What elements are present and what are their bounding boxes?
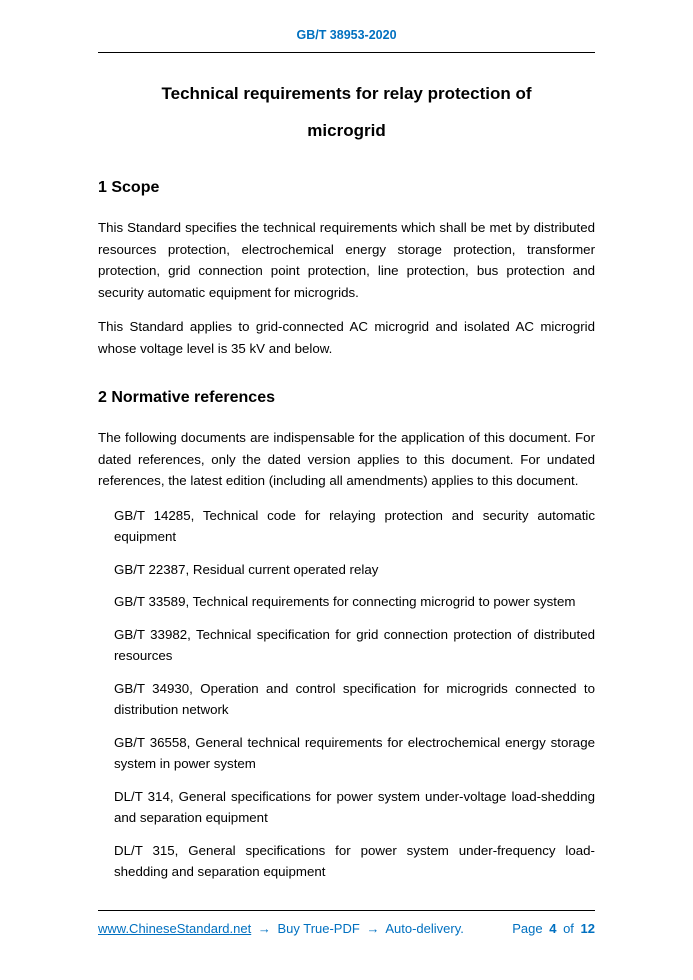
document-title: [98, 75, 595, 149]
section-heading-scope: 1 Scope: [98, 179, 160, 196]
section-heading-normative-references: 2 Normative references: [98, 389, 275, 406]
footer-links: [98, 921, 467, 936]
reference-item: GB/T 33589, Technical requirements for connecting microgrid to power system: [114, 594, 576, 609]
buy-true-pdf-label: Buy True-PDF: [277, 921, 360, 936]
website-link[interactable]: www.ChineseStandard.net: [98, 921, 252, 936]
scope-paragraph-2: This Standard applies to grid-connected AC microgrid and isolated AC microgrid whose voltage level is 35 kV and below.: [98, 319, 595, 356]
auto-delivery-label: Auto-delivery.: [385, 921, 464, 936]
reference-item: DL/T 314, General specifications for power system under-voltage load-shedding and separation equipment: [114, 788, 595, 825]
right-arrow-icon: →: [366, 921, 380, 936]
page-label: Page: [512, 921, 543, 936]
reference-item: GB/T 36558, General technical requirements for electrochemical energy storage system in power system: [114, 734, 595, 771]
page-indicator: [509, 921, 595, 936]
reference-item: GB/T 14285, Technical code for relaying protection and security automatic equipment: [114, 507, 595, 544]
normative-references-intro: The following documents are indispensable for the application of this document. For dated references, only the dated version applies to this document. For undated references, the latest edition (including all amendments) applies to this document.: [98, 430, 595, 488]
header-rule: [98, 52, 595, 53]
scope-paragraph-1: This Standard specifies the technical requirements which shall be met by distributed resources protection, electrochemical energy storage protection, transformer protection, grid connection point protection, line protection, bus protection and security automatic equipment for microgrids.: [98, 220, 595, 300]
document-title-line2: microgrid: [307, 121, 386, 140]
of-label: of: [563, 921, 574, 936]
reference-item: GB/T 34930, Operation and control specification for microgrids connected to distribution network: [114, 680, 595, 717]
current-page-number: 4: [549, 921, 557, 936]
reference-item: DL/T 315, General specifications for power system under-frequency load-shedding and separation equipment: [114, 842, 595, 879]
reference-item: GB/T 33982, Technical specification for grid connection protection of distributed resources: [114, 626, 595, 663]
document-title-line1: Technical requirements for relay protection of: [161, 84, 532, 103]
total-pages-number: 12: [580, 921, 595, 936]
header-doc-number: GB/T 38953-2020: [296, 28, 397, 42]
page-footer: [98, 910, 595, 936]
reference-item: GB/T 22387, Residual current operated relay: [114, 561, 379, 577]
right-arrow-icon: →: [257, 921, 271, 936]
